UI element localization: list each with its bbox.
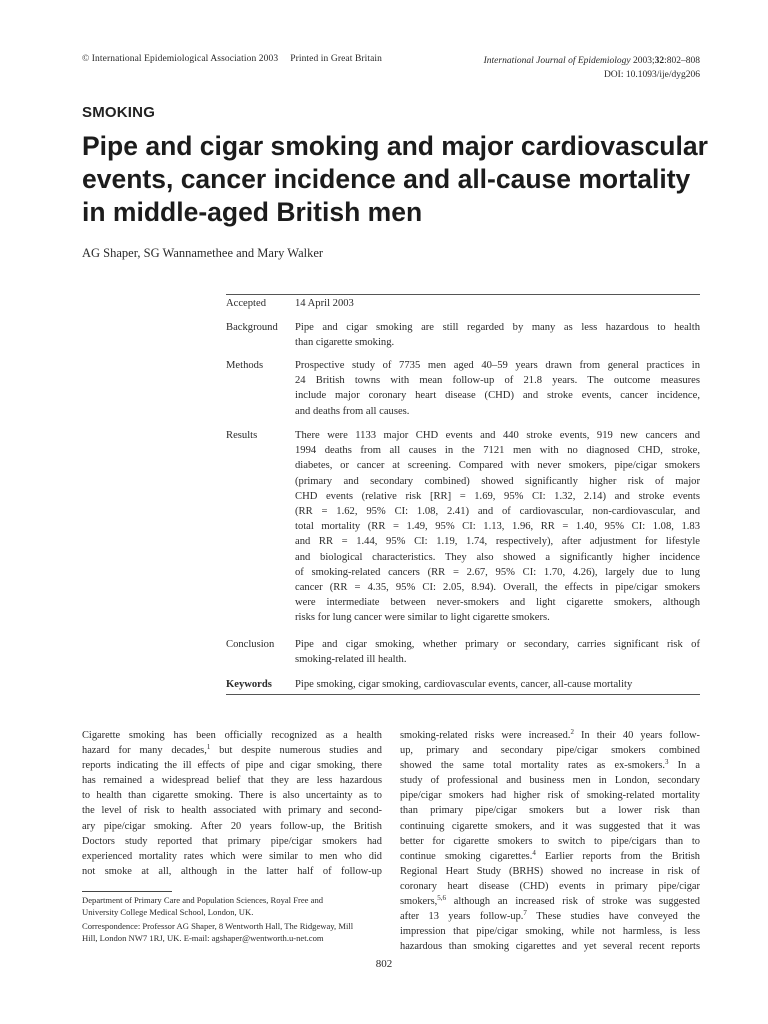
- text-line: study of professional and business men in London, secondary: [400, 775, 700, 787]
- abstract-label: Conclusion: [226, 639, 275, 650]
- page-number: 802: [375, 958, 393, 970]
- text-line: Hill, London NW7 1RJ, UK. E-mail: agshaper@wentworth.u-net.com: [82, 933, 324, 944]
- abstract-label: Accepted: [226, 298, 266, 309]
- abstract-text: [295, 428, 700, 626]
- text-line: 14 April 2003: [295, 298, 354, 309]
- abstract-text: [295, 296, 700, 311]
- body-column-right: [400, 728, 700, 954]
- footnote-correspondence: [82, 920, 382, 944]
- text-line: up, primary and secondary pipe/cigar smokers combined: [400, 745, 700, 757]
- text-line: coronary heart disease (CHD) events in primary pipe/cigar: [400, 880, 700, 892]
- text-line: diabetes, or cancer at screening. Compared with never smokers, pipe/cigar smokers: [295, 460, 700, 472]
- abstract-bottom-rule: [226, 694, 700, 695]
- title-line: in middle-aged British men: [82, 197, 423, 227]
- text-line: after 13 years follow-up.$^7$ These studies have conveyed the: [400, 909, 700, 923]
- text-line: Regional Heart Study (BRHS) showed no increase in risk of: [400, 865, 700, 877]
- abstract-text: [295, 320, 700, 350]
- abstract-label: Results: [226, 430, 258, 441]
- text-line: risks for lung cancer were similar to light cigarette smokers.: [295, 612, 550, 624]
- text-line: continue smoking cigarettes.$^4$ Earlier reports from the British: [400, 848, 700, 862]
- text-line: not smoke at all, although in the latter half of follow-up: [82, 865, 382, 877]
- abstract-text: [295, 677, 700, 692]
- text-line: cancer (RR = 4.35, 95% CI: 2.05, 8.94). Overall, the effects in pipe/cigar smokers: [295, 582, 700, 594]
- running-header-left: [82, 54, 382, 64]
- text-line: 1994 deaths from all causes in the 7121 men with no diagnosed CHD, stroke,: [295, 445, 700, 457]
- text-line: hazardous than smoking cigarettes and yet several recent reports: [400, 941, 700, 953]
- text-line: and RR = 1.44, 95% CI: 1.19, 1.74, respectively), after adjustment for lifestyle: [295, 536, 700, 548]
- text-line: Cigarette smoking has been officially recognized as a health: [82, 730, 382, 741]
- text-line: Prospective study of 7735 men aged 40–59 years drawn from general practices in: [295, 360, 700, 371]
- journal-citation: [484, 54, 700, 68]
- citation-marker: 3: [664, 758, 669, 767]
- text-line: impression that pipe/cigar smoking, while not harmless, is less: [400, 926, 700, 938]
- title-line: Pipe and cigar smoking and major cardiovascular: [82, 131, 708, 161]
- abstract-text: [295, 358, 700, 419]
- text-line: Pipe and cigar smoking, whether primary or secondary, carries significant risk of: [295, 639, 700, 650]
- text-line: showed the same total mortality rates as ex-smokers.$^3$ In a: [400, 758, 700, 772]
- abstract-text: [295, 637, 700, 667]
- text-line: and biological characteristics. They also showed a significantly higher incidence: [295, 551, 700, 563]
- text-line: the level of risk to health associated with primary and second-: [82, 805, 382, 817]
- text-line: include major coronary heart disease (CHD) and stroke events, cancer incidence,: [295, 390, 700, 402]
- text-line: (RR = 1.62, 95% CI: 1.08, 2.41) and of cardiovascular, non-cardiovascular, and: [295, 506, 700, 518]
- abstract-label: Methods: [226, 360, 264, 371]
- text-line: Correspondence: Professor AG Shaper, 8 Wentworth Hall, The Ridgeway, Mill: [82, 921, 354, 931]
- text-line: ary pipe/cigar smoking. After 20 years follow-up, the British: [82, 820, 382, 832]
- abstract-label: Keywords: [226, 679, 272, 690]
- text-line: better for cigarette smokers to switch to pipe/cigars than to: [400, 835, 700, 847]
- text-line: of smoking-related cancers (RR = 2.67, 95% CI: 1.70, 4.26), largely due to lung: [295, 566, 700, 578]
- text-line: experienced mortality rates which were similar to men who did: [82, 850, 382, 862]
- text-line: smokers,$^{5,6}$ although an increased risk of stroke was suggested: [400, 894, 700, 908]
- citation-marker: 7: [523, 909, 527, 918]
- footnote-rule: [82, 891, 172, 892]
- journal-pages: :802–808: [664, 56, 700, 66]
- journal-year: 2003;: [630, 56, 655, 66]
- text-line: Doctors study reported that primary pipe/cigar smokers had: [82, 835, 382, 847]
- text-line: than primary pipe/cigar smokers but a lower risk than: [400, 805, 700, 817]
- copyright-notice: © International Epidemiological Association 2003: [82, 54, 279, 64]
- citation-marker: 4: [532, 848, 536, 857]
- article-title: [82, 130, 722, 229]
- text-line: hazard for many decades,$^1$ but despite numerous studies and: [82, 743, 382, 757]
- text-line: to health than cigarette smoking. There is also uncertainty as to: [82, 790, 382, 802]
- text-line: University College Medical School, London, UK.: [82, 907, 254, 918]
- text-line: smoking-related risks were increased.$^2$ In their 40 years follow-: [400, 728, 700, 741]
- section-heading: SMOKING: [82, 104, 156, 121]
- running-header-right: [484, 54, 700, 82]
- text-line: Pipe smoking, cigar smoking, cardiovascular events, cancer, all-cause mortality: [295, 679, 633, 690]
- text-line: continuing cigarette smokers, and it was suggested that it was: [400, 820, 700, 832]
- text-line: has remained a widespread belief that they are less hazardous: [82, 775, 382, 787]
- text-line: reports indicating the ill effects of pipe and cigar smoking, there: [82, 760, 382, 772]
- abstract-top-rule: [226, 294, 700, 295]
- text-line: were intermediate between never-smokers and light cigarette smokers, although: [295, 597, 700, 609]
- journal-volume: 32: [654, 56, 665, 66]
- text-line: 24 British towns with mean follow-up of 21.8 years. The outcome measures: [295, 375, 700, 387]
- text-line: Pipe and cigar smoking are still regarded by many as less hazardous to health: [295, 322, 700, 333]
- title-line: events, cancer incidence and all-cause mortality: [82, 164, 691, 194]
- footnote-affiliation: [82, 894, 382, 918]
- text-line: pipe/cigar smokers had higher risk of smoking-related mortality: [400, 790, 700, 802]
- text-line: There were 1133 major CHD events and 440 stroke events, 919 new cancers and: [295, 430, 700, 441]
- doi: DOI: 10.1093/ije/dyg206: [603, 70, 700, 80]
- text-line: total mortality (RR = 1.49, 95% CI: 1.13, 1.96, RR = 1.40, 95% CI: 1.08, 1.83: [295, 521, 700, 533]
- text-line: smoking-related ill health.: [295, 654, 407, 666]
- citation-marker: 1: [206, 743, 211, 752]
- printed-notice: Printed in Great Britain: [290, 54, 383, 64]
- text-line: and deaths from all causes.: [295, 405, 410, 417]
- text-line: than cigarette smoking.: [295, 337, 395, 349]
- journal-name: International Journal of Epidemiology: [483, 56, 631, 66]
- text-line: CHD events (relative risk [RR] = 1.69, 95% CI: 1.32, 2.14) and stroke events: [295, 490, 700, 502]
- text-line: Department of Primary Care and Population Sciences, Royal Free and: [82, 895, 324, 905]
- citation-marker: 5,6: [437, 894, 446, 903]
- citation-marker: 2: [570, 728, 574, 736]
- authors: AG Shaper, SG Wannamethee and Mary Walker: [82, 246, 324, 260]
- abstract-label: Background: [226, 322, 278, 333]
- text-line: (primary and secondary combined) showed significantly higher risk of major: [295, 475, 700, 487]
- body-column-left: [82, 728, 382, 879]
